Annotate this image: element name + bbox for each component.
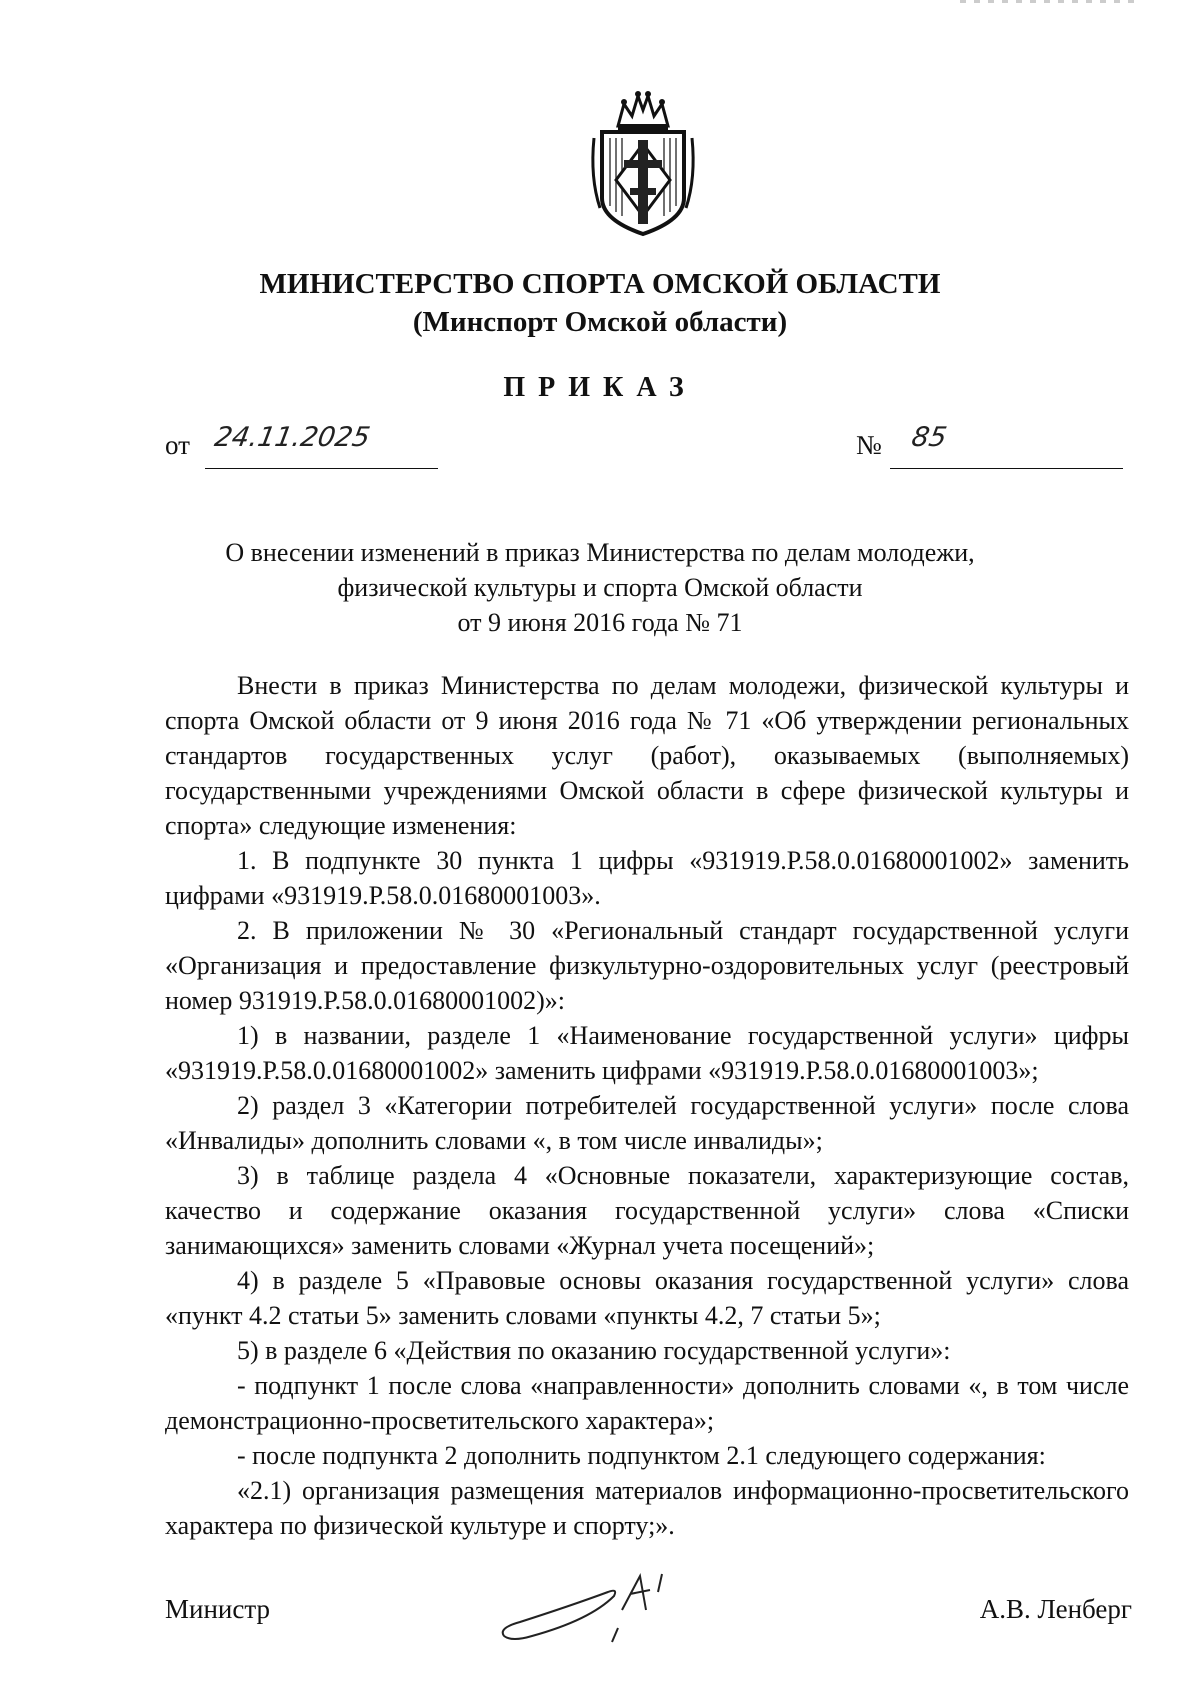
signer-role: Министр <box>165 1594 270 1624</box>
subject-line: О внесении изменений в приказ Министерства по делам молодежи, <box>225 538 975 567</box>
body-paragraph: «2.1) организация размещения материалов информационно-просветительского характера по физической культуре и спорту;». <box>165 1476 1129 1540</box>
document-type-title: ПРИКАЗ <box>503 372 697 403</box>
subject-line: от 9 июня 2016 года № 71 <box>457 608 743 637</box>
organization-short-name: (Минспорт Омской области) <box>412 306 788 338</box>
body-paragraph: 3) в таблице раздела 4 «Основные показатели, характеризующие состав, качество и содержание оказания государственной услуги» слова «Списки занимающихся» заменить словами «Журнал учета посещений»; <box>165 1161 1129 1260</box>
body-paragraph: 1. В подпункте 30 пункта 1 цифры «931919.Р.58.0.01680001002» заменить цифрами «931919.Р.58.0.01680001003». <box>165 846 1129 910</box>
body-paragraph: - после подпункта 2 дополнить подпунктом 2.1 следующего содержания: <box>237 1441 1046 1470</box>
body-paragraph: Внести в приказ Министерства по делам молодежи, физической культуры и спорта Омской области от 9 июня 2016 года № 71 «Об утверждении региональных стандартов государственных услуг (работ), оказываемых (выполняемых) государственными учреждениями Омской области в сфере физической культуры и спорта» следующие изменения: <box>165 671 1129 840</box>
body-paragraph: 1) в названии, разделе 1 «Наименование государственной услуги» цифры «931919.Р.58.0.01680001002» заменить цифрами «931919.Р.58.0.01680001003»; <box>165 1021 1129 1085</box>
coat-of-arms-emblem-icon <box>588 88 698 238</box>
scan-artifact <box>960 0 1140 3</box>
body-paragraph: 2) раздел 3 «Категории потребителей государственной услуги» после слова «Инвалиды» дополнить словами «, в том числе инвалиды»; <box>165 1091 1129 1155</box>
date-handwritten-value: 24.11.2025 <box>212 422 373 453</box>
order-subject <box>0 535 1200 640</box>
number-label: № <box>856 430 882 460</box>
signer-name: А.В. Ленберг <box>979 1594 1132 1624</box>
handwritten-signature-icon <box>490 1570 695 1650</box>
number-underline <box>890 468 1123 469</box>
body-paragraph: 2. В приложении № 30 «Региональный стандарт государственной услуги «Организация и предоставление физкультурно-оздоровительных услуг (реестровый номер 931919.Р.58.0.01680001002)»: <box>165 916 1129 1015</box>
organization-name: МИНИСТЕРСТВО СПОРТА ОМСКОЙ ОБЛАСТИ <box>259 268 941 300</box>
number-handwritten-value: 85 <box>909 422 950 453</box>
subject-line: физической культуры и спорта Омской области <box>337 573 863 602</box>
order-body <box>165 668 1129 1543</box>
body-paragraph: 4) в разделе 5 «Правовые основы оказания государственной услуги» слова «пункт 4.2 статьи 5» заменить словами «пункты 4.2, 7 статьи 5»; <box>165 1266 1129 1330</box>
date-label: от <box>165 430 190 460</box>
body-paragraph: - подпункт 1 после слова «направленности» дополнить словами «, в том числе демонстрационно-просветительского характера»; <box>165 1371 1129 1435</box>
body-paragraph: 5) в разделе 6 «Действия по оказанию государственной услуги»: <box>237 1336 951 1365</box>
date-underline <box>205 468 438 469</box>
